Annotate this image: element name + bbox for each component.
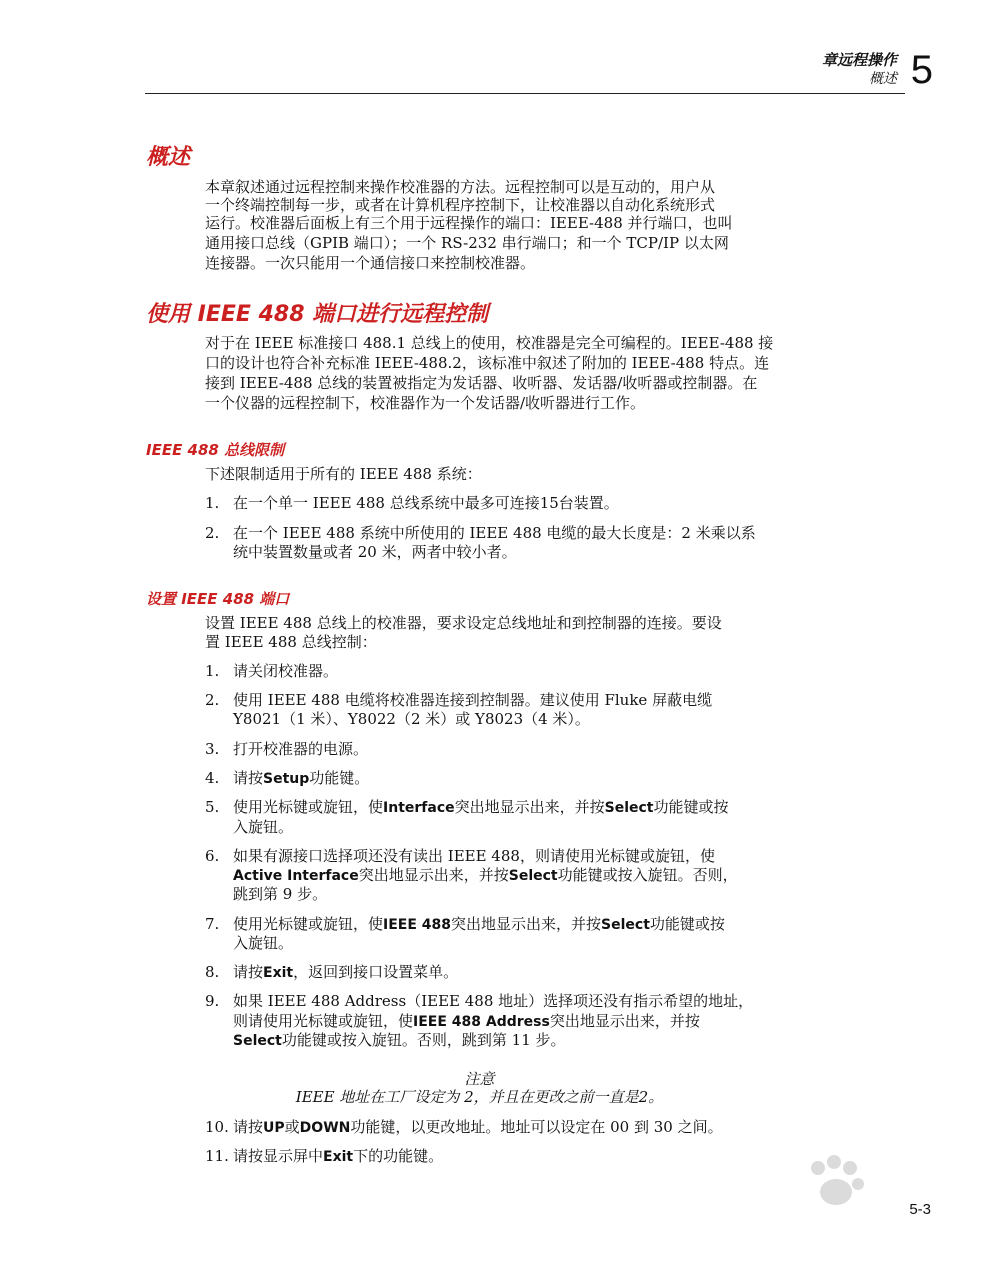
- softkey-label: Select: [508, 868, 558, 884]
- step-number: 10.: [205, 1118, 229, 1136]
- softkey-label: Select: [233, 1033, 282, 1049]
- list-item-text: 统中装置数量或者 20 米，两者中较小者。: [233, 543, 517, 561]
- step-number: 5.: [205, 798, 220, 816]
- step-text-segment: 使用光标键或旋钮，使: [233, 915, 384, 933]
- ieee-paragraph-line: 一个仪器的远程控制下，校准器作为一个发话器/收听器进行工作。: [205, 394, 646, 412]
- step-text: 跳到第 9 步。: [233, 885, 328, 903]
- watermark-logo-icon: [700, 1150, 930, 1240]
- menu-item-label: IEEE 488: [383, 917, 452, 933]
- header-chapter-title: 章远程操作: [821, 51, 897, 69]
- softkey-label: Interface: [383, 800, 455, 816]
- overview-line: 一个终端控制每一步，或者在计算机程序控制下，让校准器以自动化系统形式: [205, 196, 716, 214]
- list-item-text: 在一个 IEEE 488 系统中所使用的 IEEE 488 电缆的最大长度是：2 米乘以系: [233, 524, 756, 542]
- step-text-segment: 则请使用光标键或旋钮，使: [233, 1012, 414, 1030]
- bus-limits-intro: 下述限制适用于所有的 IEEE 488 系统：: [205, 465, 482, 483]
- step-number: 4.: [205, 769, 220, 787]
- softkey-label: DOWN: [299, 1120, 351, 1136]
- page-number: 5-3: [909, 1201, 931, 1218]
- step-text: Y8021（1 米）、Y8022（2 米）或 Y8023（4 米）。: [233, 710, 590, 728]
- step-text-segment: 功能键。: [309, 769, 370, 787]
- step-number: 1.: [205, 662, 220, 680]
- step-text-segment: 突出地显示出来，并按: [454, 798, 605, 816]
- step-text: 使用 IEEE 488 电缆将校准器连接到控制器。建议使用 Fluke 屏蔽电缆: [233, 691, 713, 709]
- setup-intro-line: 置 IEEE 488 总线控制：: [205, 633, 377, 651]
- list-number: 1.: [205, 494, 220, 512]
- overview-line: 连接器。一次只能用一个通信接口来控制校准器。: [205, 254, 536, 272]
- step-text: [233, 769, 369, 788]
- menu-item-label: IEEE 488 Address: [413, 1014, 550, 1030]
- running-header: [822, 50, 897, 88]
- step-number: 7.: [205, 915, 220, 933]
- step-text: [233, 915, 725, 934]
- step-text-segment: 请按: [233, 769, 264, 787]
- note-title: [0, 1070, 989, 1088]
- softkey-label: UP: [263, 1120, 285, 1136]
- step-text-segment: 或: [284, 1118, 300, 1136]
- softkey-label: Select: [601, 917, 650, 933]
- setup-intro-line: 设置 IEEE 488 总线上的校准器，要求设定总线地址和到控制器的连接。要设: [205, 614, 722, 632]
- softkey-label: Exit: [323, 1149, 354, 1165]
- step-text-segment: 功能键或按入旋钮。否则，跳到第 11 步。: [281, 1031, 566, 1049]
- step-number: 8.: [205, 963, 220, 981]
- overview-line: 运行。校准器后面板上有三个用于远程操作的端口：IEEE-488 并行端口，也叫: [205, 214, 733, 232]
- list-number: 2.: [205, 524, 220, 542]
- overview-line: 通用接口总线（GPIB 端口）；一个 RS-232 串行端口；和一个 TCP/IP 以太网: [205, 234, 729, 252]
- step-text-segment: 功能键或按: [649, 915, 725, 933]
- overview-heading: 概述: [146, 145, 191, 170]
- setup-port-heading: 设置 IEEE 488 端口: [146, 590, 290, 608]
- step-text: 入旋钮。: [233, 934, 294, 952]
- step-text: [233, 1012, 700, 1031]
- softkey-label: Select: [604, 800, 654, 816]
- step-text: 请关闭校准器。: [233, 662, 339, 680]
- step-text: [233, 1147, 443, 1166]
- step-text: [233, 798, 729, 817]
- step-text: 如果 IEEE 488 Address（IEEE 488 地址）选择项还没有指示希望的地址，: [233, 992, 754, 1010]
- note-body-text: IEEE 地址在工厂设定为 2，并且在更改之前一直是2。: [295, 1088, 664, 1106]
- step-text-segment: 突出地显示出来，并按: [358, 866, 509, 884]
- step-text-segment: 使用光标键或旋钮，使: [233, 798, 384, 816]
- list-item-text: 在一个单一 IEEE 488 总线系统中最多可连接15台装置。: [233, 494, 619, 512]
- step-number: 3.: [205, 740, 220, 758]
- paw-pad-icon: [820, 1179, 852, 1205]
- step-text-segment: 请按: [233, 1118, 264, 1136]
- step-text-segment: 功能键，以更改地址。地址可以设定在 00 到 30 之间。: [350, 1118, 723, 1136]
- step-text: 如果有源接口选择项还没有读出 IEEE 488，则请使用光标键或旋钮，使: [233, 847, 715, 865]
- step-text: 入旋钮。: [233, 818, 294, 836]
- ieee-paragraph-line: 对于在 IEEE 标准接口 488.1 总线上的使用，校准器是完全可编程的。IEEE-488 接: [205, 334, 774, 352]
- paw-toe-icon: [811, 1161, 825, 1175]
- step-text-segment: 功能键或按入旋钮。否则，: [557, 866, 738, 884]
- step-text-segment: 下的功能键。: [353, 1147, 444, 1165]
- note-body: [0, 1088, 989, 1106]
- softkey-label: Setup: [263, 771, 310, 787]
- step-number: 11.: [205, 1147, 229, 1165]
- step-text-segment: 功能键或按: [653, 798, 729, 816]
- step-number: 6.: [205, 847, 220, 865]
- paw-toe-icon: [852, 1178, 864, 1190]
- step-number: 2.: [205, 691, 220, 709]
- step-text: [233, 1118, 723, 1137]
- step-text-segment: 突出地显示出来，并按: [451, 915, 602, 933]
- paw-toe-icon: [827, 1155, 841, 1169]
- step-text: [233, 963, 458, 982]
- softkey-label: Exit: [263, 965, 294, 981]
- step-text: 打开校准器的电源。: [233, 740, 369, 758]
- overview-line: 本章叙述通过远程控制来操作校准器的方法。远程控制可以是互动的，用户从: [205, 178, 716, 196]
- paw-toe-icon: [843, 1161, 857, 1175]
- step-text-segment: 请按: [233, 963, 264, 981]
- step-text: [233, 866, 738, 885]
- step-text: [233, 1031, 566, 1050]
- header-chapter-number: 5: [910, 48, 933, 92]
- bus-limits-heading: IEEE 488 总线限制: [146, 441, 285, 459]
- step-text-segment: 请按显示屏中: [233, 1147, 324, 1165]
- step-number: 9.: [205, 992, 220, 1010]
- step-text-segment: 突出地显示出来，并按: [549, 1012, 700, 1030]
- ieee-remote-heading: 使用 IEEE 488 端口进行远程控制: [146, 302, 489, 327]
- note-title-text: 注意: [464, 1070, 495, 1088]
- step-text-segment: ，返回到接口设置菜单。: [293, 963, 459, 981]
- menu-item-label: Active Interface: [233, 868, 359, 884]
- header-divider: [145, 93, 905, 94]
- header-section-title: 概述: [869, 71, 897, 87]
- ieee-paragraph-line: 接到 IEEE-488 总线的装置被指定为发话器、收听器、发话器/收听器或控制器。在: [205, 374, 758, 392]
- ieee-paragraph-line: 口的设计也符合补充标准 IEEE-488.2，该标准中叙述了附加的 IEEE-488 特点。连: [205, 354, 770, 372]
